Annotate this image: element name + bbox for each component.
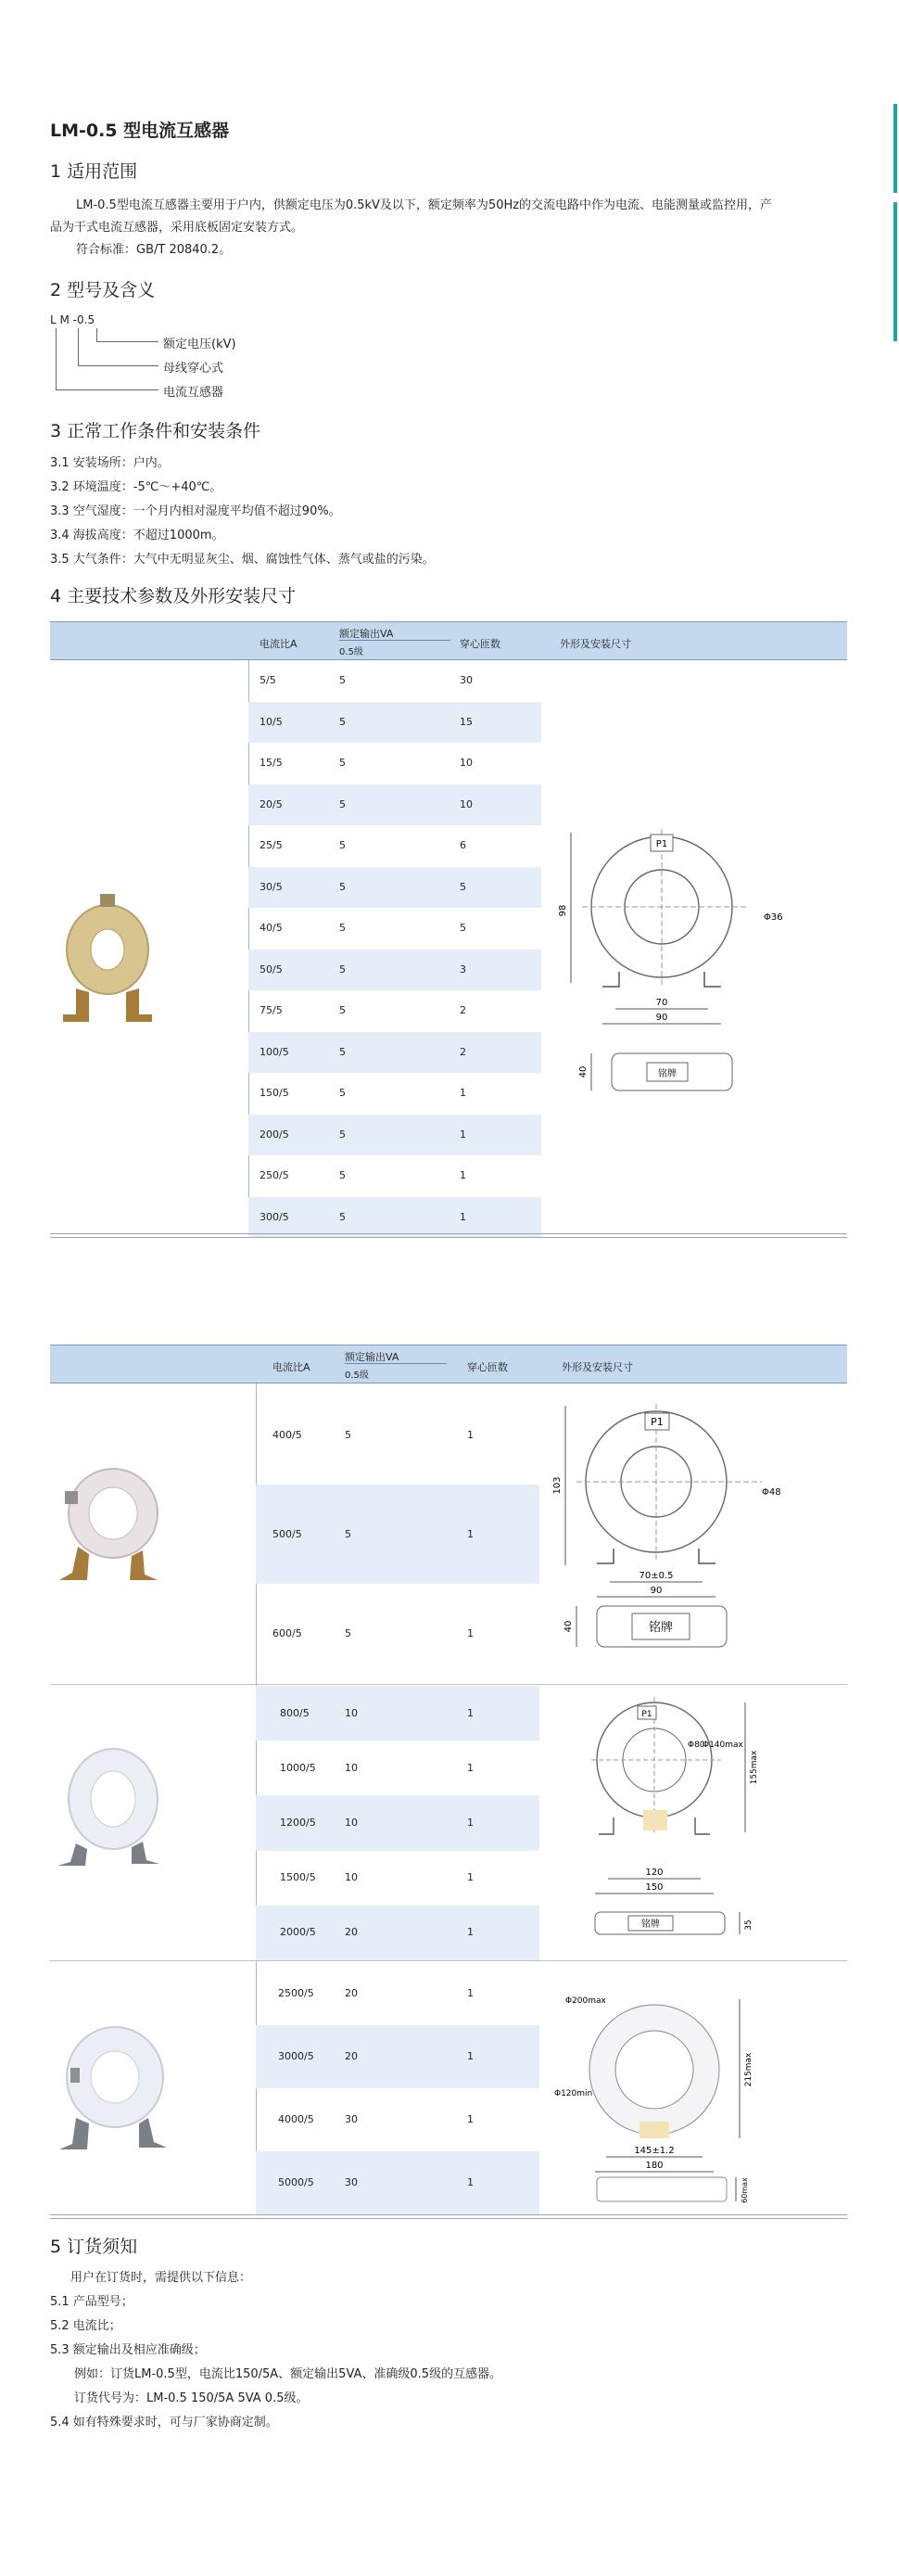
dimension-drawing-2: [549, 1391, 790, 1678]
nameplate-label: 铭牌: [641, 1919, 660, 1930]
section5-heading: 5 订货须知: [50, 2237, 138, 2257]
p1-label: P1: [641, 1710, 652, 1719]
cell-ratio: 4000/5: [278, 2113, 314, 2125]
cell-turns: 5: [460, 880, 466, 893]
cell-output: 5: [345, 1527, 351, 1540]
order-item: 5.4 如有特殊要求时，可与厂家协商定制。: [50, 2416, 278, 2429]
section1-para3: 符合标准：GB/T 20840.2。: [76, 243, 232, 257]
ct-photo-2500: [57, 2021, 171, 2161]
ct-photo-small: [57, 890, 158, 1031]
page-title: LM-0.5 型电流互感器: [50, 121, 230, 141]
section3-heading: 3 正常工作条件和安装条件: [50, 421, 261, 441]
condition-item: 3.4 海拔高度：不超过1000m。: [50, 529, 224, 542]
condition-item: 3.1 安装场所：户内。: [50, 456, 170, 470]
model-label-voltage: 额定电压(kV): [163, 338, 236, 351]
cell-output: 20: [345, 1987, 358, 1999]
cell-turns: 30: [460, 674, 473, 687]
cell-ratio: 400/5: [272, 1428, 302, 1441]
dim-height: 215max: [744, 2052, 753, 2087]
cell-ratio: 300/5: [260, 1210, 289, 1223]
section2-heading: 2 型号及含义: [50, 280, 156, 300]
header-ratio: 电流比A: [272, 1361, 310, 1373]
cell-turns: 2: [460, 1045, 466, 1058]
cell-turns: 1: [467, 1626, 474, 1639]
cell-output: 5: [339, 1045, 346, 1058]
dim-width-inner: 70±0.5: [639, 1571, 674, 1581]
cell-turns: 1: [467, 1428, 474, 1441]
header-dims: 外形及安装尺寸: [562, 1361, 633, 1373]
dim-width-inner: 120: [645, 1868, 664, 1878]
model-label-ct: 电流互感器: [163, 386, 224, 400]
cell-ratio: 1200/5: [280, 1817, 316, 1829]
dim-depth: 40: [563, 1620, 574, 1633]
dimension-drawing-3: [582, 1693, 767, 1962]
side-accent-bar: [893, 202, 897, 341]
cell-output: 5: [345, 1626, 351, 1639]
cell-turns: 1: [467, 1926, 474, 1939]
section4-heading: 4 主要技术参数及外形安装尺寸: [50, 586, 297, 606]
condition-item: 3.3 空气湿度：一个月内相对湿度平均值不超过90%。: [50, 504, 341, 518]
nameplate-label: 铭牌: [648, 1621, 674, 1635]
cell-output: 5: [339, 963, 346, 976]
table2-bottom-rule: [50, 2214, 847, 2219]
header-turns: 穿心匝数: [467, 1361, 508, 1373]
dim-width-outer: 150: [645, 1882, 664, 1893]
cell-output: 5: [345, 1428, 351, 1441]
dim-width-outer: 180: [645, 2161, 664, 2171]
p1-label: P1: [655, 839, 668, 849]
cell-turns: 1: [467, 1871, 474, 1884]
dim-diameter: Φ36: [764, 912, 783, 923]
cell-output: 5: [339, 715, 346, 728]
cell-output: 5: [339, 1128, 346, 1141]
cell-turns: 1: [467, 2113, 474, 2125]
section1-heading: 1 适用范围: [50, 161, 138, 182]
cell-ratio: 5/5: [260, 674, 276, 687]
dim-outer-diameter: Φ140max: [703, 1741, 743, 1750]
order-intro: 用户在订货时，需提供以下信息：: [70, 2271, 252, 2285]
section1-para2: 品为干式电流互感器，采用底板固定安装方式。: [50, 221, 304, 235]
dim-depth: 40: [578, 1065, 589, 1078]
cell-turns: 1: [467, 2176, 474, 2188]
cell-output: 5: [339, 757, 346, 770]
dimension-drawing-1: [554, 816, 786, 1113]
order-item: 5.2 电流比；: [50, 2319, 121, 2333]
cell-ratio: 3000/5: [278, 2050, 314, 2062]
table1-bottom-rule: [50, 1233, 847, 1238]
dim-depth: 60max: [741, 2177, 749, 2203]
header-dims: 外形及安装尺寸: [560, 638, 631, 650]
p1-label: P1: [651, 1416, 664, 1428]
cell-ratio: 30/5: [260, 880, 283, 893]
header-turns: 穿心匝数: [460, 638, 500, 650]
cell-turns: 10: [460, 757, 473, 770]
header-accuracy: 0.5级: [339, 647, 363, 657]
cell-ratio: 600/5: [272, 1626, 302, 1639]
cell-ratio: 2000/5: [280, 1926, 316, 1939]
cell-output: 5: [339, 1087, 346, 1100]
cell-ratio: 150/5: [260, 1087, 289, 1100]
cell-turns: 1: [460, 1169, 466, 1182]
condition-item: 3.2 环境温度：-5℃～+40℃。: [50, 480, 222, 494]
cell-output: 5: [339, 1169, 346, 1182]
cell-ratio: 40/5: [260, 922, 283, 935]
cell-ratio: 50/5: [260, 963, 283, 976]
header-divider: [339, 640, 450, 641]
table1-header: [50, 621, 847, 660]
cell-output: 10: [345, 1706, 358, 1719]
cell-output: 5: [339, 922, 346, 935]
dim-height: 103: [552, 1476, 563, 1495]
dim-width-outer: 90: [650, 1586, 663, 1596]
row-band: [248, 1032, 541, 1074]
cell-ratio: 250/5: [260, 1169, 289, 1182]
cell-ratio: 20/5: [260, 797, 283, 810]
cell-output: 5: [339, 880, 346, 893]
cell-turns: 2: [460, 1004, 466, 1017]
model-code: L M -0.5: [50, 313, 95, 326]
dim-diameter: Φ48: [762, 1487, 781, 1498]
cell-turns: 1: [460, 1128, 466, 1141]
table2-header: [50, 1345, 847, 1384]
dim-depth: 35: [744, 1919, 753, 1931]
row-band: [248, 702, 541, 744]
order-item: 5.1 产品型号；: [50, 2295, 133, 2309]
cell-turns: 15: [460, 715, 473, 728]
cell-output: 5: [339, 674, 346, 687]
cell-turns: 10: [460, 797, 473, 810]
cell-turns: 1: [467, 1527, 474, 1540]
cell-turns: 5: [460, 922, 466, 935]
cell-turns: 1: [460, 1087, 466, 1100]
section1-para1: LM-0.5型电流互感器主要用于户内，供额定电压为0.5kV及以下，额定频率为50Hz的交流电路中作为电流、电能测量或监控用，产: [76, 198, 773, 212]
nameplate-label: 铭牌: [658, 1069, 677, 1079]
cell-ratio: 1500/5: [280, 1871, 316, 1884]
ct-photo-800: [57, 1741, 161, 1881]
cell-ratio: 100/5: [260, 1045, 289, 1058]
row-band: [248, 1115, 541, 1156]
row-band: [248, 1197, 541, 1239]
header-output: 额定输出VA: [345, 1351, 399, 1363]
dim-inner-diameter: Φ120min: [554, 2089, 593, 2098]
dim-height: 98: [558, 904, 568, 917]
order-example: 例如：订货LM-0.5型，电流比150/5A、额定输出5VA、准确级0.5级的互感器。: [74, 2367, 502, 2381]
header-accuracy: 0.5级: [345, 1371, 369, 1381]
model-label-busbar: 母线穿心式: [163, 362, 224, 376]
cell-turns: 1: [467, 1706, 474, 1719]
cell-output: 30: [345, 2176, 358, 2188]
cell-turns: 1: [460, 1210, 466, 1223]
cell-output: 10: [345, 1761, 358, 1774]
cell-ratio: 200/5: [260, 1128, 289, 1141]
dimension-drawing-4: [551, 1994, 764, 2207]
dim-width-inner: 145±1.2: [634, 2146, 675, 2156]
header-output: 额定输出VA: [339, 628, 394, 640]
row-band: [248, 867, 541, 909]
cell-ratio: 75/5: [260, 1004, 283, 1017]
cell-turns: 1: [467, 1817, 474, 1829]
cell-turns: 3: [460, 963, 466, 976]
cell-ratio: 15/5: [260, 757, 283, 770]
order-code: 订货代号为：LM-0.5 150/5A 5VA 0.5级。: [74, 2391, 309, 2405]
dim-width-inner: 70: [655, 998, 668, 1008]
cell-output: 20: [345, 1926, 358, 1939]
condition-item: 3.5 大气条件：大气中无明显灰尘、烟、腐蚀性气体、蒸气或盐的污染。: [50, 553, 435, 567]
model-line: [56, 328, 158, 390]
cell-output: 5: [339, 1004, 346, 1017]
header-ratio: 电流比A: [260, 638, 298, 650]
dim-width-outer: 90: [655, 1013, 668, 1023]
dim-inner-diameter: Φ80: [688, 1741, 705, 1750]
cell-ratio: 5000/5: [278, 2176, 314, 2188]
header-divider: [345, 1363, 447, 1364]
cell-ratio: 500/5: [272, 1527, 302, 1540]
order-item: 5.3 额定输出及相应准确级；: [50, 2343, 206, 2357]
side-accent-bar: [893, 104, 897, 193]
row-band: [248, 784, 541, 826]
cell-output: 5: [339, 839, 346, 852]
cell-output: 20: [345, 2050, 358, 2062]
cell-turns: 1: [467, 2050, 474, 2062]
dim-outer-diameter: Φ200max: [565, 1996, 606, 2006]
cell-ratio: 25/5: [260, 839, 283, 852]
dim-height: 155max: [750, 1750, 759, 1785]
cell-turns: 6: [460, 839, 466, 852]
cell-output: 10: [345, 1871, 358, 1884]
cell-output: 30: [345, 2113, 358, 2125]
cell-output: 10: [345, 1817, 358, 1829]
cell-turns: 1: [467, 1987, 474, 1999]
row-band: [248, 950, 541, 991]
cell-ratio: 800/5: [280, 1706, 310, 1719]
cell-turns: 1: [467, 1761, 474, 1774]
ct-photo-400: [59, 1458, 161, 1597]
cell-output: 5: [339, 1210, 346, 1223]
cell-ratio: 1000/5: [280, 1761, 316, 1774]
cell-output: 5: [339, 797, 346, 810]
group-divider: [50, 1684, 847, 1685]
cell-ratio: 10/5: [260, 715, 283, 728]
cell-ratio: 2500/5: [278, 1987, 314, 1999]
